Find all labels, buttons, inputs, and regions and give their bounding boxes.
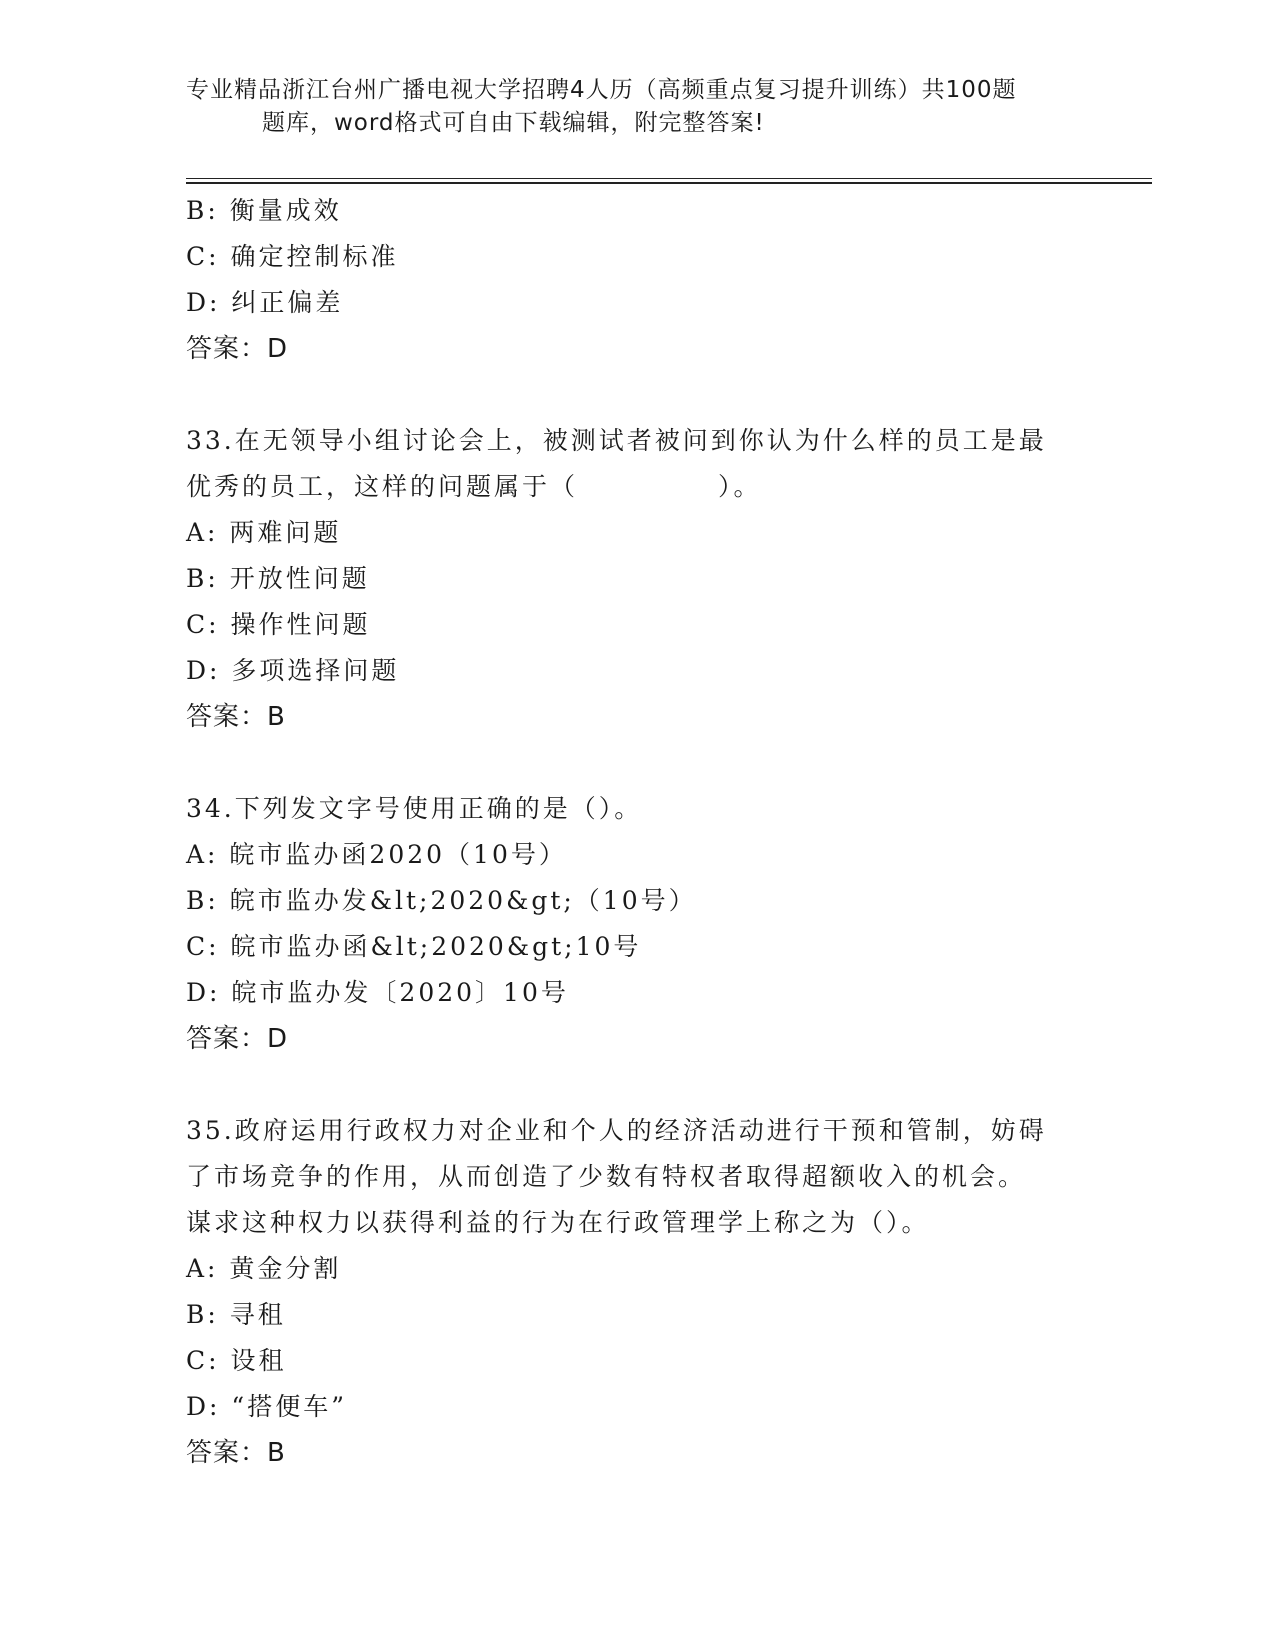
question-stem-line: 34.下列发文字号使用正确的是（）。	[186, 794, 643, 823]
spacer	[186, 1062, 1086, 1108]
question-stem-line: 35.政府运用行政权力对企业和个人的经济活动进行干预和管制，妨碍	[186, 1116, 1047, 1145]
question-stem-line: 33.在无领导小组讨论会上，被测试者被问到你认为什么样的员工是最	[186, 426, 1047, 455]
question-list	[186, 188, 1086, 1476]
option-a: A: 两难问题	[186, 518, 342, 547]
option-b: B: 开放性问题	[186, 564, 370, 593]
question-33	[186, 418, 1086, 740]
option-c: C: 确定控制标准	[186, 242, 399, 271]
header-rule-thick	[186, 182, 1152, 184]
option-a: A: 黄金分割	[186, 1254, 342, 1283]
spacer	[186, 740, 1086, 786]
option-c: C: 操作性问题	[186, 610, 371, 639]
question-35	[186, 1108, 1086, 1476]
document-header	[186, 74, 1066, 140]
option-d: D: 皖市监办发〔2020〕10号	[186, 978, 569, 1007]
question-stem-line: 了市场竞争的作用，从而创造了少数有特权者取得超额收入的机会。	[186, 1162, 1027, 1191]
option-c: C: 皖市监办函&lt;2020&gt;10号	[186, 932, 642, 961]
question-stem-line: 优秀的员工，这样的问题属于（ ）。	[186, 472, 762, 501]
answer: 答案：D	[186, 1024, 289, 1054]
question-34	[186, 786, 1086, 1062]
question-stem-line: 谋求这种权力以获得利益的行为在行政管理学上称之为（）。	[186, 1208, 930, 1237]
option-d: D: 纠正偏差	[186, 288, 344, 317]
answer: 答案：B	[186, 702, 286, 732]
option-d: D: 多项选择问题	[186, 656, 400, 685]
option-b: B: 皖市监办发&lt;2020&gt;（10号）	[186, 886, 697, 915]
spacer	[186, 372, 1086, 418]
option-b: B: 寻租	[186, 1300, 286, 1329]
answer: 答案：B	[186, 1438, 286, 1468]
option-d: D: “搭便车”	[186, 1392, 347, 1421]
header-title-line1: 专业精品浙江台州广播电视大学招聘4人历（高频重点复习提升训练）共100题	[186, 77, 1017, 103]
answer: 答案：D	[186, 334, 289, 364]
header-title-line2: 题库，word格式可自由下载编辑，附完整答案!	[262, 110, 765, 136]
option-c: C: 设租	[186, 1346, 287, 1375]
header-rule-thin	[186, 178, 1152, 179]
question-32-tail	[186, 188, 1086, 372]
option-b: B: 衡量成效	[186, 196, 342, 225]
option-a: A: 皖市监办函2020（10号）	[186, 840, 567, 869]
